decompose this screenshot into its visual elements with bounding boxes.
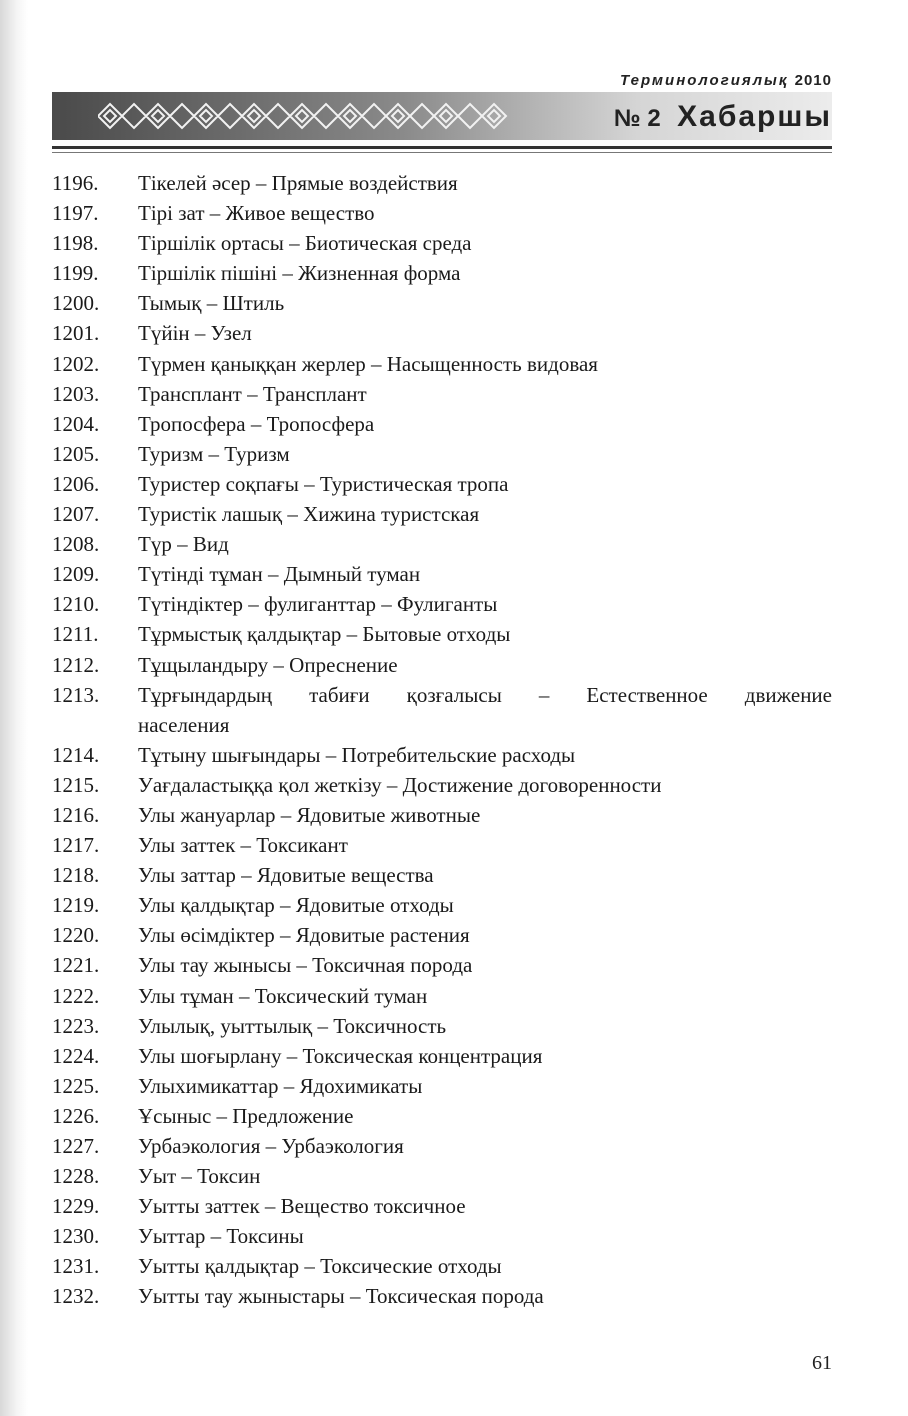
page-edge-shadow (0, 0, 28, 1416)
term-entry (52, 1041, 832, 1071)
entry-text-line-1: Тұрғындардың табиғи қозғалысы – Естественное движение (138, 682, 832, 707)
entry-text: Түтіндіктер – фулиганттар – Фулиганты (138, 592, 498, 617)
entry-number: 1230. (52, 1224, 100, 1249)
entry-text: Тұщыландыру – Опреснение (138, 652, 398, 677)
entry-text: Улылық, уыттылық – Токсичность (138, 1013, 447, 1038)
term-entry (52, 499, 832, 529)
entry-text: Түтінді тұман – Дымный туман (138, 562, 421, 587)
entry-number: 1227. (52, 1134, 100, 1158)
entry-text: Уағдаластыққа қол жеткізу – Достижение договоренности (138, 772, 662, 797)
journal-year: 2010 (794, 72, 832, 89)
term-entry (52, 1131, 832, 1161)
entry-text: Түйін – Узел (138, 321, 252, 346)
term-entry (52, 1071, 832, 1101)
entry-number: 1196. (52, 171, 99, 195)
entry-number: 1208. (52, 532, 100, 557)
entry-text: Туристер соқпағы – Туристическая тропа (138, 471, 509, 496)
entry-text (138, 680, 832, 740)
entry-number: 1199. (52, 261, 99, 286)
term-entry (52, 950, 832, 980)
term-entry (52, 409, 832, 439)
term-entry (52, 1251, 832, 1281)
term-entry (52, 920, 832, 950)
entry-number: 1226. (52, 1103, 100, 1128)
entry-text: Уытты заттек – Вещество токсичное (138, 1194, 466, 1219)
issue-number: № 2 (613, 105, 661, 132)
entry-text: Уытты тау жыныстары – Токсическая порода (138, 1284, 544, 1309)
entry-text: Тікелей әсер – Прямые воздействия (138, 171, 458, 195)
term-entry (52, 349, 832, 379)
term-entry (52, 1221, 832, 1251)
entry-text: Тұрмыстық қалдықтар – Бытовые отходы (138, 622, 511, 647)
entry-number: 1229. (52, 1194, 100, 1219)
entry-number: 1203. (52, 381, 100, 406)
entry-text: Улыхимикаттар – Ядохимикаты (138, 1073, 423, 1098)
entry-text: Улы тау жынысы – Токсичная порода (138, 953, 473, 978)
entry-text: Туризм – Туризм (138, 441, 290, 466)
entry-number: 1221. (52, 953, 100, 978)
term-entry (52, 650, 832, 680)
term-entry (52, 890, 832, 920)
header-rule-thin (52, 152, 832, 153)
running-header (52, 72, 832, 162)
entry-text: Туристік лашық – Хижина туристская (138, 502, 480, 527)
term-entry (52, 469, 832, 499)
entry-number: 1212. (52, 652, 100, 677)
term-entry (52, 1191, 832, 1221)
entry-number: 1225. (52, 1073, 100, 1098)
entry-text: Улы заттек – Токсикант (138, 833, 348, 858)
entry-number: 1228. (52, 1164, 100, 1189)
entry-text: Түр – Вид (138, 532, 229, 557)
entry-number: 1220. (52, 923, 100, 948)
page-number: 61 (812, 1352, 832, 1374)
entry-number: 1202. (52, 351, 100, 376)
entry-text: Улы қалдықтар – Ядовитые отходы (138, 893, 454, 918)
term-entry (52, 740, 832, 770)
term-entry (52, 168, 832, 198)
term-entry (52, 860, 832, 890)
entry-text: Улы тұман – Токсический туман (138, 983, 428, 1008)
term-entry (52, 981, 832, 1011)
entry-text: Уыттар – Токсины (138, 1224, 304, 1249)
term-entry (52, 800, 832, 830)
entry-number: 1209. (52, 562, 100, 587)
term-entry (52, 589, 832, 619)
term-entry (52, 529, 832, 559)
term-entry (52, 228, 832, 258)
entry-number: 1206. (52, 471, 100, 496)
entry-text: Түрмен қаныққан жерлер – Насыщенность видовая (138, 351, 598, 376)
entry-number: 1211. (52, 622, 99, 647)
entry-number: 1216. (52, 802, 100, 827)
entry-number: 1201. (52, 321, 100, 346)
entry-text: Уытты қалдықтар – Токсические отходы (138, 1254, 502, 1279)
entry-text: Тіршілік ортасы – Биотическая среда (138, 231, 472, 256)
term-entry (52, 379, 832, 409)
header-rule (52, 146, 832, 149)
entry-text: Ұсыныс – Предложение (138, 1103, 354, 1128)
entry-text: Уыт – Токсин (138, 1164, 261, 1189)
entry-text: Тіршілік пішіні – Жизненная форма (138, 261, 461, 286)
term-entry (52, 680, 832, 740)
entry-number: 1224. (52, 1043, 100, 1068)
entry-text: Тұтыну шығындары – Потребительские расходы (138, 742, 576, 767)
entry-text: Тірі зат – Живое вещество (138, 201, 375, 226)
entry-number: 1223. (52, 1013, 100, 1038)
entry-number: 1210. (52, 592, 100, 617)
term-entry (52, 198, 832, 228)
entry-number: 1231. (52, 1254, 100, 1279)
term-entry (52, 559, 832, 589)
ornament-pattern (98, 98, 508, 134)
term-entry (52, 1101, 832, 1131)
term-entry (52, 288, 832, 318)
entry-text: Тропосфера – Тропосфера (138, 411, 375, 436)
entry-text: Улы жануарлар – Ядовитые животные (138, 802, 481, 827)
entry-number: 1214. (52, 742, 100, 767)
term-entry (52, 1161, 832, 1191)
issue-title (614, 100, 832, 134)
entry-number: 1205. (52, 441, 100, 466)
entry-text: Улы шоғырлану – Токсическая концентрация (138, 1043, 543, 1068)
entry-number: 1219. (52, 893, 100, 918)
term-entry (52, 439, 832, 469)
term-entry (52, 318, 832, 348)
entry-text: Урбаэкология – Урбаэкология (138, 1134, 404, 1158)
term-entry (52, 1011, 832, 1041)
entry-number: 1200. (52, 291, 100, 316)
term-entry (52, 770, 832, 800)
entry-number: 1217. (52, 833, 100, 858)
bulletin-title: Хабаршы (677, 100, 832, 133)
entry-text: Тымық – Штиль (138, 291, 285, 316)
entry-text: Трансплант – Трансплант (138, 381, 367, 406)
entry-number: 1218. (52, 863, 100, 888)
term-entry (52, 619, 832, 649)
entry-number: 1207. (52, 502, 100, 527)
entry-text: Улы өсімдіктер – Ядовитые растения (138, 923, 470, 948)
term-entry (52, 1281, 832, 1311)
entry-number: 1198. (52, 231, 99, 256)
entry-number: 1197. (52, 201, 99, 226)
entry-number: 1213. (52, 682, 100, 707)
journal-name (620, 72, 832, 89)
journal-title: Терминологиялық (620, 72, 789, 89)
term-entry (52, 830, 832, 860)
term-entry (52, 258, 832, 288)
entry-text-line-2: населения (138, 712, 230, 737)
entry-number: 1232. (52, 1284, 100, 1309)
entry-number: 1215. (52, 772, 100, 797)
term-list (52, 168, 832, 1312)
entry-number: 1204. (52, 411, 100, 436)
entry-text: Улы заттар – Ядовитые вещества (138, 863, 434, 888)
entry-number: 1222. (52, 983, 100, 1008)
